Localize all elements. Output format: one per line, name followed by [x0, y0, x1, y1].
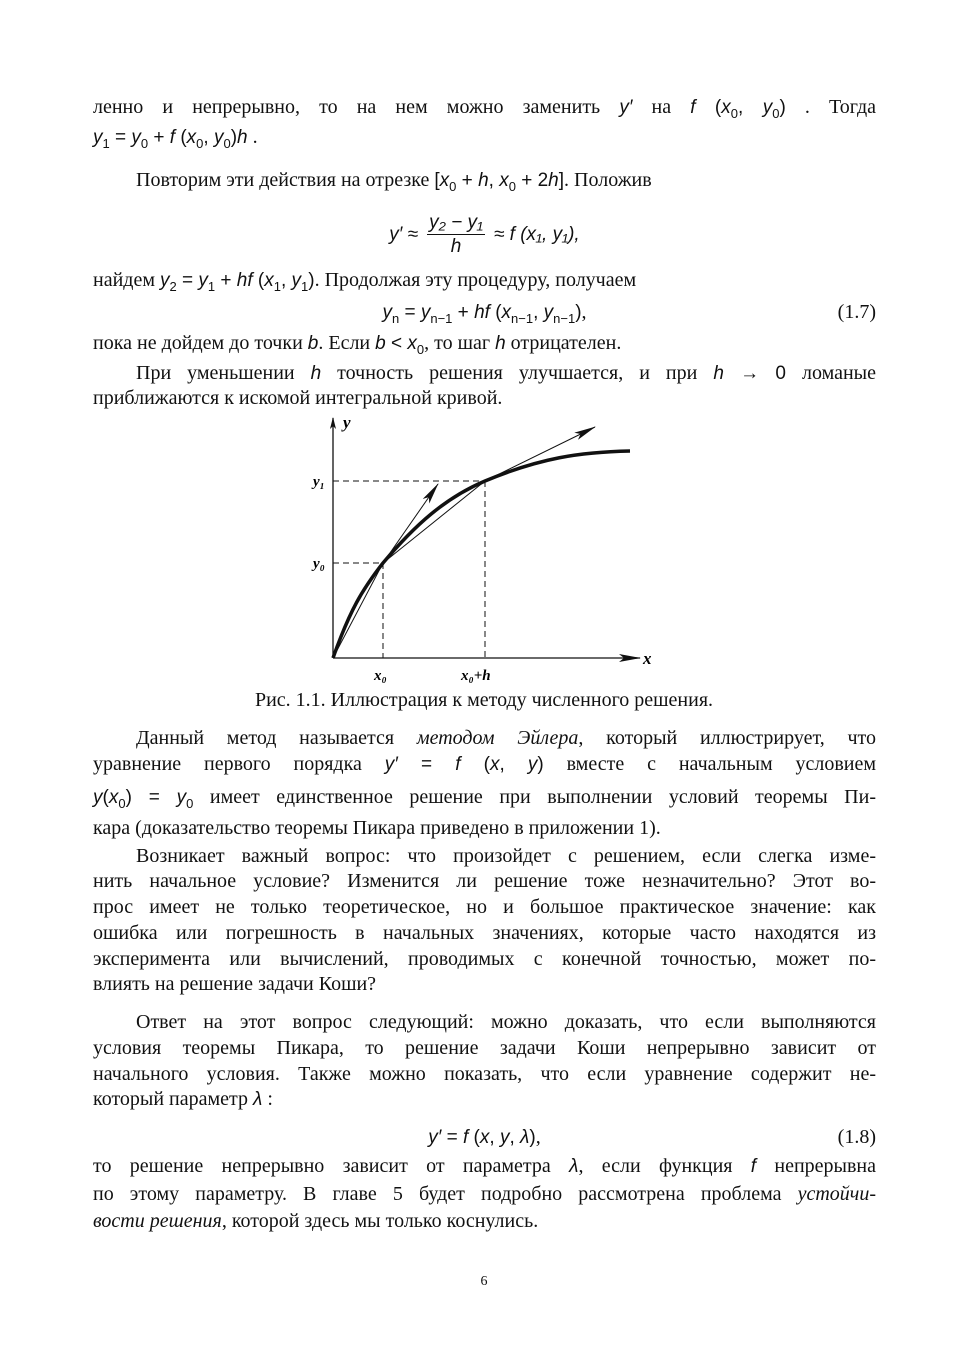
math-segment: λ [520, 1127, 530, 1148]
figure-caption: Рис. 1.1. Иллюстрация к методу численного решения. [254, 689, 714, 711]
math-segment: x [479, 1127, 490, 1148]
math-segment: f [455, 754, 461, 775]
math-segment: y [420, 302, 431, 323]
math-segment: ( [175, 127, 187, 148]
math-segment: [ [434, 170, 440, 191]
math-segment: x [186, 127, 197, 148]
text-segment: непрерывна [756, 1155, 877, 1177]
text-segment: влиять на решение задачи Коши? [93, 973, 377, 995]
math-segment: h [310, 363, 322, 384]
fraction: $\frac{\text{y₂ − y₁}}{h}$ [429, 212, 483, 257]
text-segment: , который иллюстрирует, что [578, 727, 876, 749]
math-segment: b [375, 333, 386, 354]
math-segment: 2 [169, 279, 177, 294]
text-line [93, 752, 876, 777]
text-segment: : [262, 1088, 273, 1110]
text-line [93, 1062, 876, 1086]
text-segment: кара (доказательство теоремы Пикара приведено в приложении 1). [93, 817, 661, 839]
x-axis-label: x [643, 649, 652, 668]
math-segment: λ [569, 1156, 579, 1177]
math-segment: x [407, 333, 417, 354]
text-segment: , [581, 301, 587, 323]
math-segment: f [169, 127, 176, 148]
math-segment: y [543, 302, 554, 323]
math-segment: 0 [730, 106, 738, 121]
math-segment: + 2 [515, 170, 549, 191]
math-segment: 0 [416, 342, 425, 357]
math-segment: x [721, 97, 731, 118]
math-segment: = [441, 1127, 463, 1148]
text-segment: ошибка или погрешность в начальных значениях, которые часто находятся из [93, 922, 876, 944]
math-segment: y [382, 302, 392, 323]
text-segment: отрицателен. [505, 332, 622, 354]
math-segment: 1 [102, 136, 110, 151]
math-segment: x [439, 170, 450, 191]
math-segment: ) [779, 97, 786, 118]
equation-number: (1.7) [837, 301, 876, 323]
math-segment: = [397, 754, 456, 775]
math-segment: < [385, 333, 408, 354]
math-segment: y [527, 754, 538, 775]
text-segment: Данный метод называется [136, 727, 417, 749]
math-segment: y′ [428, 1127, 442, 1148]
math-segment: = [109, 127, 132, 148]
math-segment: 0 [772, 106, 780, 121]
text-line [93, 972, 876, 996]
math-segment: λ [253, 1089, 263, 1110]
text-line [136, 1010, 876, 1034]
page-number: 6 [480, 1274, 488, 1289]
text-line [93, 895, 876, 919]
text-line [93, 816, 876, 840]
text-segment: устойчи- [797, 1183, 876, 1205]
text-segment: нить начальное условие? Изменится ли решение тоже незначительно? Этот во- [93, 870, 876, 892]
math-segment: y [160, 270, 170, 291]
x0h-label: x₀+h [461, 668, 491, 684]
math-segment: h [548, 170, 559, 191]
text-line [93, 1182, 876, 1206]
text-segment: . Тогда [785, 96, 877, 118]
math-segment: h [495, 333, 506, 354]
math-segment: = [399, 302, 421, 323]
text-segment: найдем [93, 269, 160, 291]
tangent-arrow [383, 484, 438, 563]
math-segment: hf [236, 270, 253, 291]
math-segment: 0 [508, 179, 516, 194]
text-line [93, 947, 876, 971]
math-segment: ) [575, 302, 582, 323]
math-segment: ( [468, 1127, 480, 1148]
math-segment: n−1 [553, 311, 576, 326]
math-segment: x [499, 170, 509, 191]
math-segment: , [738, 97, 763, 118]
text-line [93, 785, 876, 816]
formula-1-8 [93, 1125, 876, 1150]
math-segment: f [690, 97, 696, 118]
text-segment: Ответ на этот вопрос следующий: можно доказать, что если выполняются [136, 1011, 876, 1033]
text-line [136, 726, 876, 750]
math-segment: y [762, 97, 773, 118]
text-segment: ломаные [786, 362, 877, 384]
math-segment: h [713, 363, 724, 384]
text-segment: . Если [318, 332, 376, 354]
dashed-guides [333, 481, 485, 658]
math-segment: , [280, 270, 292, 291]
text-segment: уравнение первого порядка [93, 753, 385, 775]
math-segment: , [533, 302, 544, 323]
math-segment: 0 [223, 136, 231, 151]
math-segment: h [478, 170, 489, 191]
math-segment: ( [695, 97, 722, 118]
math-segment: y [198, 270, 208, 291]
math-segment: n−1 [430, 311, 453, 326]
math-segment: 1 [273, 279, 281, 294]
math-segment: y [499, 1127, 510, 1148]
math-segment: x [264, 270, 274, 291]
math-segment: , [203, 127, 214, 148]
text-segment: , если функция [578, 1155, 751, 1177]
math-segment: ) = [125, 787, 177, 808]
math-segment: ) [230, 127, 238, 148]
math-segment: + [215, 270, 237, 291]
text-segment: пока не дойдем до точки [93, 332, 308, 354]
math-segment: f [463, 1127, 469, 1148]
math-segment: x [489, 754, 500, 775]
math-segment: + [148, 127, 170, 148]
math-segment: ( [102, 787, 109, 808]
x0-label: x₀ [374, 668, 387, 684]
math-segment: ] [558, 170, 565, 191]
math-segment: y [176, 787, 187, 808]
math-segment: y [291, 270, 302, 291]
text-segment: эксперимента или вычислений, проводимых с конечной точностью, может по- [93, 948, 876, 970]
math-segment: , [489, 1127, 500, 1148]
text-segment: точность решения улучшается, и при [321, 362, 714, 384]
text-line [93, 1087, 876, 1112]
text-segment: на [632, 96, 691, 118]
text-segment: условия теоремы Пикара, то решение задачи Коши непрерывно зависит от [93, 1037, 876, 1059]
text-line [93, 869, 876, 893]
math-segment: n−1 [511, 311, 534, 326]
text-line [93, 1154, 876, 1179]
text-segment: вместе с начальным условием [543, 753, 877, 775]
math-segment: x [501, 302, 512, 323]
math-segment: ( [460, 754, 490, 775]
integral-curve [333, 451, 630, 658]
math-segment: 0 [186, 796, 194, 811]
math-segment: 0 [118, 796, 126, 811]
math-segment: h [237, 127, 248, 148]
text-segment: , [535, 1126, 541, 1148]
y-axis-label: y [343, 413, 351, 432]
text-segment: то решение непрерывно зависит от параметра [93, 1155, 570, 1177]
chord-segment [383, 481, 485, 563]
text-segment: приближаются к искомой интегральной кривой. [93, 387, 503, 409]
math-segment: , [499, 754, 528, 775]
math-segment: y [213, 127, 224, 148]
math-segment: , [509, 1127, 521, 1148]
math-segment: ( [489, 302, 502, 323]
text-segment: , то шаг [424, 332, 496, 354]
text-segment: Возникает важный вопрос: что произойдет с решением, если слегка изме- [136, 845, 876, 867]
math-segment: → 0 [723, 363, 786, 384]
text-segment: ленно и непрерывно, то на нем можно заменить [93, 96, 620, 118]
text-segment: . [247, 126, 258, 148]
text-line [93, 921, 876, 945]
text-segment: по этому параметру. В главе 5 будет подробно рассмотрена проблема [93, 1183, 798, 1205]
text-line [136, 844, 876, 868]
math-segment: ( [252, 270, 265, 291]
text-segment: . Продолжая эту процедуру, получаем [314, 269, 637, 291]
text-segment: вости решения [93, 1210, 222, 1232]
text-segment: имеет единственное решение при выполнении условий теоремы Пи- [193, 786, 876, 808]
math-segment: n [391, 311, 400, 326]
text-segment: При уменьшении [136, 362, 311, 384]
text-segment: , которой здесь мы только коснулись. [221, 1210, 539, 1232]
math-segment: ) [537, 754, 544, 775]
math-segment: x [108, 787, 119, 808]
math-segment: 1 [207, 279, 216, 294]
text-segment: прос имеет не только теоретическое, но и большое практическое значение: как [93, 896, 876, 918]
text-segment: методом Эйлера [416, 727, 579, 749]
math-segment: b [307, 333, 319, 354]
text-segment: . Положив [564, 169, 652, 191]
math-segment: y [93, 127, 103, 148]
math-segment: 0 [449, 179, 457, 194]
math-segment: ) [529, 1127, 536, 1148]
formula-derivative-approx: y′ ≈ $\frac{\text{y₂ − y₁}}{h}$ ≈ f (x₁, y₁), [389, 212, 580, 257]
text-line [93, 1036, 876, 1060]
math-segment: = [176, 270, 199, 291]
y1-label: y₁ [313, 474, 325, 490]
text-segment: который параметр [93, 1088, 254, 1110]
chord-segment [333, 563, 383, 658]
formula [428, 1126, 540, 1148]
math-segment: 0 [196, 136, 204, 151]
math-segment: + [452, 302, 475, 323]
text-segment: начального условия. Также можно показать, что если уравнение содержит не- [93, 1063, 876, 1085]
math-segment: ) [308, 270, 315, 291]
math-segment: + [456, 170, 479, 191]
math-segment: f [750, 1156, 757, 1177]
math-segment: 1 [301, 279, 309, 294]
y0-label: y₀ [313, 556, 325, 572]
text-line [93, 1209, 876, 1233]
math-segment: hf [474, 302, 490, 323]
equation-number: (1.8) [837, 1126, 876, 1148]
math-segment: , [488, 170, 500, 191]
text-segment: Повторим эти действия на отрезке [136, 169, 435, 191]
math-segment: 0 [140, 136, 149, 151]
math-segment: y′ [619, 97, 633, 118]
math-segment: y′ [384, 754, 398, 775]
math-segment: y [131, 127, 141, 148]
math-segment: y [93, 787, 103, 808]
